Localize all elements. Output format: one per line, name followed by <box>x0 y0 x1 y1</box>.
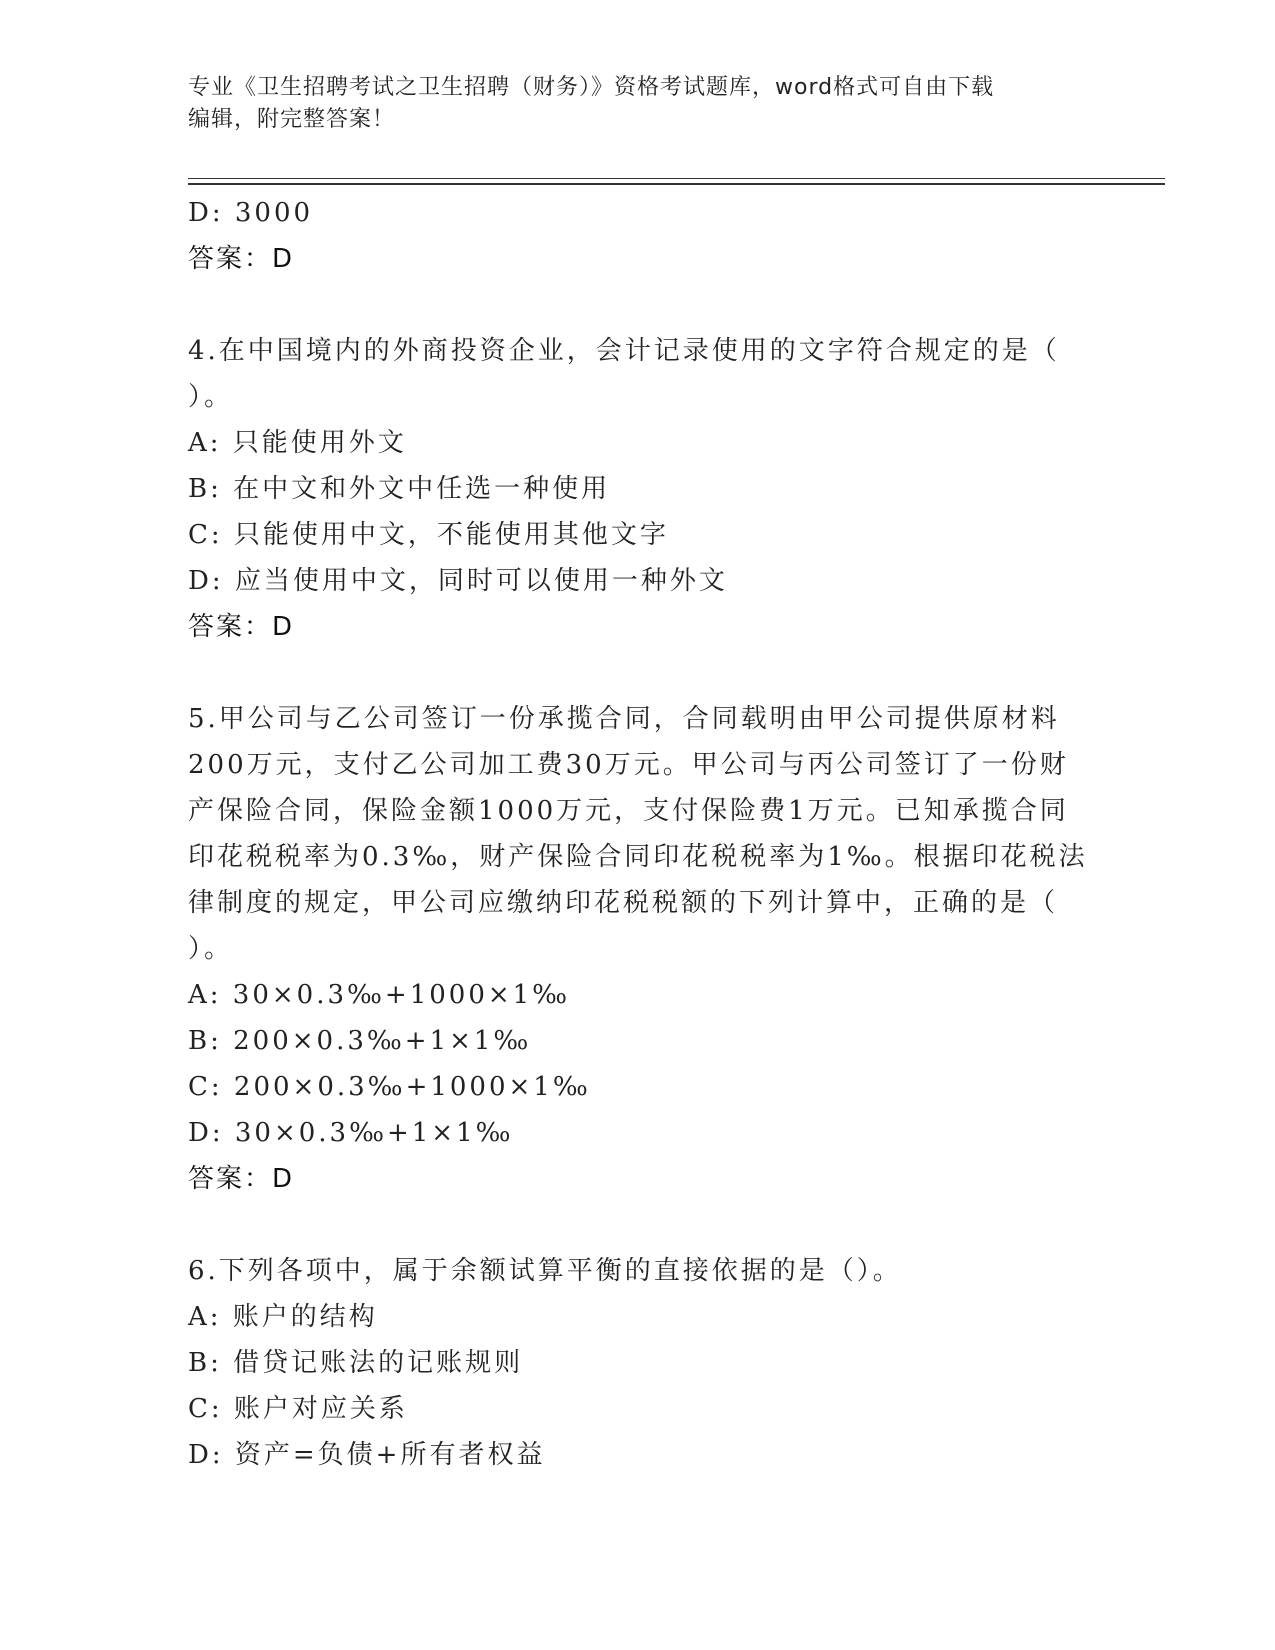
question-4-option-c: C: 只能使用中文，不能使用其他文字 <box>188 520 669 550</box>
spacer <box>188 282 1088 328</box>
question-6 <box>188 1248 1068 1294</box>
question-5-option-a: A: 30×0.3‰+1000×1‰ <box>188 980 571 1010</box>
question-4-line: ）。 <box>188 382 234 412</box>
question-5-line: ）。 <box>188 934 234 964</box>
document-content <box>188 190 1088 1478</box>
question-5 <box>188 696 1088 972</box>
question-5-option-b: B: 200×0.3‰+1×1‰ <box>188 1026 532 1056</box>
spacer <box>188 1202 1088 1248</box>
question-5-line: 5.甲公司与乙公司签订一份承揽合同，合同载明由甲公司提供原材料 <box>188 704 1060 734</box>
question-5-line: 200万元，支付乙公司加工费30万元。甲公司与丙公司签订了一份财 <box>188 750 1069 780</box>
question-4-option-b: B: 在中文和外文中任选一种使用 <box>188 474 611 504</box>
question-6-option-d: D: 资产=负债+所有者权益 <box>188 1440 546 1470</box>
question-4-option-d: D: 应当使用中文，同时可以使用一种外文 <box>188 566 728 596</box>
header-divider-thick <box>188 183 1165 185</box>
question-5-line: 印花税税率为0.3‰，财产保险合同印花税税率为1‰。根据印花税法 <box>188 842 1088 872</box>
prev-option-d: D: 3000 <box>188 198 314 228</box>
question-5-line: 律制度的规定，甲公司应缴纳印花税税额的下列计算中，正确的是（ <box>188 888 1059 918</box>
document-header <box>188 72 1068 136</box>
question-6-option-a: A: 账户的结构 <box>188 1302 378 1332</box>
prev-answer: 答案：D <box>188 244 295 274</box>
question-5-answer: 答案：D <box>188 1164 295 1194</box>
question-6-option-c: C: 账户对应关系 <box>188 1394 408 1424</box>
question-6-option-b: B: 借贷记账法的记账规则 <box>188 1348 524 1378</box>
header-divider-thin <box>188 178 1165 179</box>
question-6-line: 6.下列各项中，属于余额试算平衡的直接依据的是（）。 <box>188 1256 902 1286</box>
question-5-option-d: D: 30×0.3‰+1×1‰ <box>188 1118 514 1148</box>
question-4-line: 4.在中国境内的外商投资企业，会计记录使用的文字符合规定的是（ <box>188 336 1060 366</box>
question-4-option-a: A: 只能使用外文 <box>188 428 407 458</box>
header-line-1: 专业《卫生招聘考试之卫生招聘（财务）》资格考试题库，word格式可自由下载 <box>188 75 995 100</box>
question-4-answer: 答案：D <box>188 612 295 642</box>
spacer <box>188 650 1088 696</box>
question-5-line: 产保险合同，保险金额1000万元，支付保险费1万元。已知承揽合同 <box>188 796 1069 826</box>
question-4 <box>188 328 1068 420</box>
question-5-option-c: C: 200×0.3‰+1000×1‰ <box>188 1072 591 1102</box>
header-line-2: 编辑，附完整答案！ <box>188 107 396 132</box>
